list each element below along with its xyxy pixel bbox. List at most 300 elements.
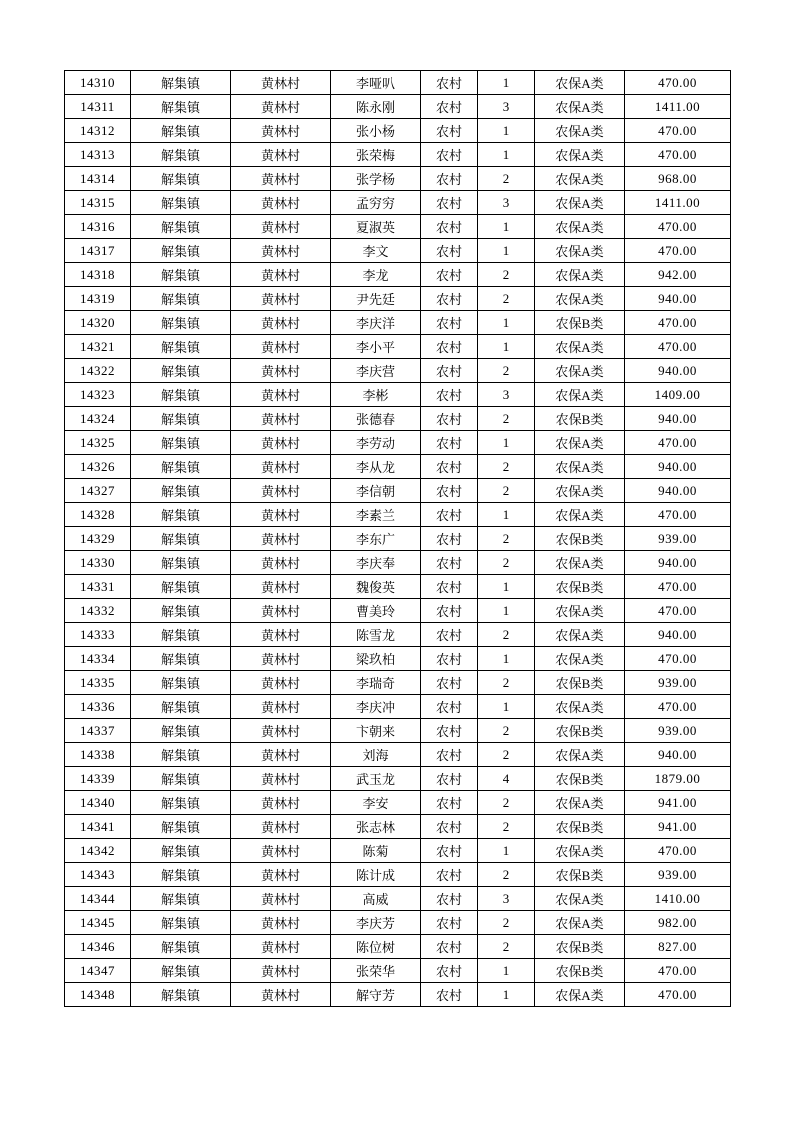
cell-id: 14321	[65, 335, 131, 359]
cell-village: 黄林村	[231, 263, 331, 287]
table-row	[65, 455, 731, 479]
cell-town: 解集镇	[131, 671, 231, 695]
cell-category: 农保A类	[535, 623, 625, 647]
table-row	[65, 431, 731, 455]
cell-village: 黄林村	[231, 287, 331, 311]
cell-town: 解集镇	[131, 647, 231, 671]
cell-name: 李素兰	[331, 503, 421, 527]
cell-type: 农村	[421, 359, 478, 383]
cell-id: 14325	[65, 431, 131, 455]
table-row	[65, 239, 731, 263]
cell-amount: 939.00	[625, 863, 731, 887]
table-row	[65, 959, 731, 983]
cell-category: 农保A类	[535, 383, 625, 407]
cell-amount: 470.00	[625, 959, 731, 983]
cell-count: 2	[478, 551, 535, 575]
cell-category: 农保A类	[535, 743, 625, 767]
cell-village: 黄林村	[231, 71, 331, 95]
cell-village: 黄林村	[231, 455, 331, 479]
cell-amount: 1411.00	[625, 191, 731, 215]
cell-town: 解集镇	[131, 167, 231, 191]
cell-count: 2	[478, 287, 535, 311]
cell-amount: 470.00	[625, 431, 731, 455]
cell-count: 2	[478, 167, 535, 191]
cell-name: 李文	[331, 239, 421, 263]
cell-town: 解集镇	[131, 287, 231, 311]
cell-count: 1	[478, 503, 535, 527]
cell-name: 李庆芳	[331, 911, 421, 935]
cell-name: 高威	[331, 887, 421, 911]
cell-town: 解集镇	[131, 695, 231, 719]
cell-name: 李劳动	[331, 431, 421, 455]
cell-town: 解集镇	[131, 503, 231, 527]
cell-count: 3	[478, 95, 535, 119]
cell-name: 曹美玲	[331, 599, 421, 623]
cell-village: 黄林村	[231, 191, 331, 215]
cell-id: 14320	[65, 311, 131, 335]
cell-count: 3	[478, 191, 535, 215]
cell-category: 农保B类	[535, 767, 625, 791]
cell-amount: 940.00	[625, 359, 731, 383]
cell-amount: 470.00	[625, 695, 731, 719]
cell-id: 14343	[65, 863, 131, 887]
cell-name: 陈永刚	[331, 95, 421, 119]
cell-count: 1	[478, 575, 535, 599]
cell-amount: 940.00	[625, 287, 731, 311]
cell-town: 解集镇	[131, 311, 231, 335]
cell-village: 黄林村	[231, 575, 331, 599]
cell-type: 农村	[421, 71, 478, 95]
cell-name: 解守芳	[331, 983, 421, 1007]
cell-count: 2	[478, 743, 535, 767]
cell-id: 14310	[65, 71, 131, 95]
cell-amount: 470.00	[625, 119, 731, 143]
cell-category: 农保A类	[535, 911, 625, 935]
cell-category: 农保B类	[535, 527, 625, 551]
table-row	[65, 551, 731, 575]
cell-village: 黄林村	[231, 239, 331, 263]
table-row	[65, 839, 731, 863]
cell-town: 解集镇	[131, 431, 231, 455]
cell-name: 李庆洋	[331, 311, 421, 335]
cell-village: 黄林村	[231, 551, 331, 575]
table-row	[65, 167, 731, 191]
cell-amount: 1409.00	[625, 383, 731, 407]
cell-name: 张小杨	[331, 119, 421, 143]
cell-count: 1	[478, 983, 535, 1007]
cell-town: 解集镇	[131, 791, 231, 815]
cell-type: 农村	[421, 719, 478, 743]
cell-name: 陈位树	[331, 935, 421, 959]
cell-town: 解集镇	[131, 575, 231, 599]
cell-town: 解集镇	[131, 551, 231, 575]
cell-count: 2	[478, 455, 535, 479]
cell-count: 2	[478, 791, 535, 815]
cell-category: 农保B类	[535, 815, 625, 839]
cell-id: 14323	[65, 383, 131, 407]
cell-amount: 940.00	[625, 455, 731, 479]
cell-type: 农村	[421, 239, 478, 263]
cell-count: 2	[478, 671, 535, 695]
cell-id: 14335	[65, 671, 131, 695]
cell-id: 14331	[65, 575, 131, 599]
cell-name: 武玉龙	[331, 767, 421, 791]
cell-type: 农村	[421, 383, 478, 407]
cell-amount: 470.00	[625, 503, 731, 527]
cell-amount: 470.00	[625, 143, 731, 167]
table-row	[65, 263, 731, 287]
cell-town: 解集镇	[131, 407, 231, 431]
table-row	[65, 95, 731, 119]
cell-category: 农保B类	[535, 407, 625, 431]
cell-category: 农保A类	[535, 887, 625, 911]
cell-category: 农保A类	[535, 695, 625, 719]
cell-category: 农保B类	[535, 935, 625, 959]
cell-village: 黄林村	[231, 143, 331, 167]
cell-type: 农村	[421, 863, 478, 887]
cell-type: 农村	[421, 695, 478, 719]
cell-name: 张学杨	[331, 167, 421, 191]
cell-town: 解集镇	[131, 263, 231, 287]
cell-town: 解集镇	[131, 887, 231, 911]
table-row	[65, 191, 731, 215]
table-row	[65, 287, 731, 311]
cell-id: 14332	[65, 599, 131, 623]
cell-name: 李小平	[331, 335, 421, 359]
cell-town: 解集镇	[131, 479, 231, 503]
cell-amount: 940.00	[625, 623, 731, 647]
cell-id: 14319	[65, 287, 131, 311]
cell-type: 农村	[421, 767, 478, 791]
cell-type: 农村	[421, 839, 478, 863]
cell-village: 黄林村	[231, 863, 331, 887]
cell-type: 农村	[421, 335, 478, 359]
cell-count: 1	[478, 311, 535, 335]
cell-town: 解集镇	[131, 215, 231, 239]
cell-village: 黄林村	[231, 791, 331, 815]
cell-category: 农保A类	[535, 335, 625, 359]
cell-village: 黄林村	[231, 527, 331, 551]
table-row	[65, 911, 731, 935]
cell-count: 3	[478, 887, 535, 911]
cell-count: 1	[478, 335, 535, 359]
table-row	[65, 935, 731, 959]
cell-amount: 1411.00	[625, 95, 731, 119]
cell-village: 黄林村	[231, 767, 331, 791]
table-body	[65, 71, 731, 1007]
cell-name: 卞朝来	[331, 719, 421, 743]
cell-count: 1	[478, 647, 535, 671]
cell-town: 解集镇	[131, 383, 231, 407]
cell-amount: 982.00	[625, 911, 731, 935]
cell-type: 农村	[421, 167, 478, 191]
cell-amount: 939.00	[625, 671, 731, 695]
cell-type: 农村	[421, 431, 478, 455]
cell-id: 14336	[65, 695, 131, 719]
cell-category: 农保A类	[535, 215, 625, 239]
cell-category: 农保A类	[535, 119, 625, 143]
cell-name: 张志林	[331, 815, 421, 839]
cell-village: 黄林村	[231, 335, 331, 359]
cell-village: 黄林村	[231, 623, 331, 647]
cell-category: 农保B类	[535, 863, 625, 887]
cell-id: 14328	[65, 503, 131, 527]
cell-town: 解集镇	[131, 335, 231, 359]
cell-amount: 827.00	[625, 935, 731, 959]
cell-village: 黄林村	[231, 311, 331, 335]
table-row	[65, 407, 731, 431]
cell-type: 农村	[421, 815, 478, 839]
cell-amount: 940.00	[625, 743, 731, 767]
cell-id: 14334	[65, 647, 131, 671]
cell-id: 14326	[65, 455, 131, 479]
cell-amount: 470.00	[625, 647, 731, 671]
cell-town: 解集镇	[131, 911, 231, 935]
cell-village: 黄林村	[231, 983, 331, 1007]
cell-name: 陈计成	[331, 863, 421, 887]
cell-town: 解集镇	[131, 839, 231, 863]
cell-type: 农村	[421, 887, 478, 911]
cell-type: 农村	[421, 983, 478, 1007]
cell-village: 黄林村	[231, 935, 331, 959]
cell-id: 14313	[65, 143, 131, 167]
cell-category: 农保A类	[535, 143, 625, 167]
cell-name: 李彬	[331, 383, 421, 407]
cell-village: 黄林村	[231, 599, 331, 623]
cell-category: 农保A类	[535, 167, 625, 191]
cell-type: 农村	[421, 143, 478, 167]
cell-category: 农保B类	[535, 671, 625, 695]
cell-count: 1	[478, 599, 535, 623]
cell-village: 黄林村	[231, 95, 331, 119]
cell-type: 农村	[421, 959, 478, 983]
cell-category: 农保B类	[535, 719, 625, 743]
cell-name: 刘海	[331, 743, 421, 767]
cell-town: 解集镇	[131, 935, 231, 959]
cell-count: 1	[478, 239, 535, 263]
cell-village: 黄林村	[231, 431, 331, 455]
cell-name: 李哑叭	[331, 71, 421, 95]
table-row	[65, 887, 731, 911]
table-row	[65, 335, 731, 359]
cell-count: 2	[478, 407, 535, 431]
table-row	[65, 647, 731, 671]
cell-amount: 470.00	[625, 215, 731, 239]
cell-id: 14347	[65, 959, 131, 983]
cell-count: 1	[478, 71, 535, 95]
cell-amount: 1410.00	[625, 887, 731, 911]
cell-count: 1	[478, 959, 535, 983]
cell-id: 14311	[65, 95, 131, 119]
cell-category: 农保B类	[535, 959, 625, 983]
cell-name: 李信朝	[331, 479, 421, 503]
cell-town: 解集镇	[131, 623, 231, 647]
cell-category: 农保A类	[535, 479, 625, 503]
cell-village: 黄林村	[231, 839, 331, 863]
cell-village: 黄林村	[231, 647, 331, 671]
cell-amount: 940.00	[625, 551, 731, 575]
cell-count: 2	[478, 815, 535, 839]
table-row	[65, 383, 731, 407]
table-row	[65, 623, 731, 647]
cell-village: 黄林村	[231, 695, 331, 719]
cell-amount: 470.00	[625, 239, 731, 263]
cell-type: 农村	[421, 407, 478, 431]
cell-amount: 1879.00	[625, 767, 731, 791]
cell-count: 2	[478, 263, 535, 287]
cell-type: 农村	[421, 791, 478, 815]
cell-name: 李东广	[331, 527, 421, 551]
cell-town: 解集镇	[131, 863, 231, 887]
cell-name: 陈雪龙	[331, 623, 421, 647]
cell-village: 黄林村	[231, 479, 331, 503]
cell-type: 农村	[421, 551, 478, 575]
cell-town: 解集镇	[131, 815, 231, 839]
cell-name: 魏俊英	[331, 575, 421, 599]
cell-town: 解集镇	[131, 239, 231, 263]
cell-type: 农村	[421, 623, 478, 647]
cell-name: 李瑞奇	[331, 671, 421, 695]
cell-amount: 968.00	[625, 167, 731, 191]
cell-id: 14346	[65, 935, 131, 959]
cell-type: 农村	[421, 479, 478, 503]
table-row	[65, 359, 731, 383]
cell-category: 农保A类	[535, 983, 625, 1007]
cell-type: 农村	[421, 671, 478, 695]
cell-category: 农保A类	[535, 791, 625, 815]
cell-village: 黄林村	[231, 503, 331, 527]
table-row	[65, 983, 731, 1007]
cell-id: 14315	[65, 191, 131, 215]
table-row	[65, 71, 731, 95]
cell-amount: 940.00	[625, 479, 731, 503]
table-row	[65, 815, 731, 839]
cell-category: 农保A类	[535, 647, 625, 671]
table-row	[65, 527, 731, 551]
cell-count: 2	[478, 719, 535, 743]
cell-name: 孟穷穷	[331, 191, 421, 215]
cell-category: 农保B类	[535, 575, 625, 599]
cell-village: 黄林村	[231, 407, 331, 431]
cell-village: 黄林村	[231, 719, 331, 743]
cell-type: 农村	[421, 191, 478, 215]
cell-name: 张荣梅	[331, 143, 421, 167]
cell-town: 解集镇	[131, 95, 231, 119]
cell-category: 农保A类	[535, 551, 625, 575]
cell-village: 黄林村	[231, 167, 331, 191]
cell-category: 农保A类	[535, 95, 625, 119]
cell-amount: 470.00	[625, 983, 731, 1007]
subsidy-table	[64, 70, 731, 1007]
cell-amount: 939.00	[625, 719, 731, 743]
cell-type: 农村	[421, 215, 478, 239]
cell-amount: 942.00	[625, 263, 731, 287]
cell-id: 14330	[65, 551, 131, 575]
cell-town: 解集镇	[131, 143, 231, 167]
cell-id: 14314	[65, 167, 131, 191]
cell-type: 农村	[421, 527, 478, 551]
cell-amount: 470.00	[625, 311, 731, 335]
cell-name: 梁玖柏	[331, 647, 421, 671]
cell-type: 农村	[421, 575, 478, 599]
cell-town: 解集镇	[131, 959, 231, 983]
cell-id: 14318	[65, 263, 131, 287]
cell-id: 14322	[65, 359, 131, 383]
cell-type: 农村	[421, 911, 478, 935]
table-row	[65, 743, 731, 767]
cell-category: 农保A类	[535, 287, 625, 311]
cell-town: 解集镇	[131, 71, 231, 95]
cell-category: 农保A类	[535, 839, 625, 863]
cell-town: 解集镇	[131, 743, 231, 767]
cell-category: 农保B类	[535, 311, 625, 335]
cell-count: 1	[478, 215, 535, 239]
cell-town: 解集镇	[131, 719, 231, 743]
table-row	[65, 119, 731, 143]
cell-name: 李庆冲	[331, 695, 421, 719]
table-row	[65, 767, 731, 791]
table-row	[65, 503, 731, 527]
cell-name: 尹先廷	[331, 287, 421, 311]
cell-town: 解集镇	[131, 119, 231, 143]
cell-amount: 940.00	[625, 407, 731, 431]
cell-id: 14333	[65, 623, 131, 647]
cell-town: 解集镇	[131, 599, 231, 623]
cell-id: 14324	[65, 407, 131, 431]
cell-name: 张德春	[331, 407, 421, 431]
cell-name: 夏淑英	[331, 215, 421, 239]
cell-id: 14344	[65, 887, 131, 911]
cell-amount: 941.00	[625, 791, 731, 815]
cell-village: 黄林村	[231, 359, 331, 383]
cell-town: 解集镇	[131, 527, 231, 551]
cell-id: 14327	[65, 479, 131, 503]
cell-count: 2	[478, 359, 535, 383]
cell-count: 2	[478, 623, 535, 647]
cell-name: 李龙	[331, 263, 421, 287]
cell-village: 黄林村	[231, 119, 331, 143]
cell-town: 解集镇	[131, 455, 231, 479]
cell-type: 农村	[421, 119, 478, 143]
cell-count: 1	[478, 431, 535, 455]
cell-town: 解集镇	[131, 767, 231, 791]
table-row	[65, 863, 731, 887]
table-row	[65, 479, 731, 503]
cell-category: 农保A类	[535, 431, 625, 455]
cell-amount: 470.00	[625, 575, 731, 599]
cell-count: 2	[478, 935, 535, 959]
cell-name: 陈菊	[331, 839, 421, 863]
cell-name: 李庆营	[331, 359, 421, 383]
table-row	[65, 671, 731, 695]
cell-village: 黄林村	[231, 815, 331, 839]
cell-id: 14338	[65, 743, 131, 767]
cell-category: 农保A类	[535, 191, 625, 215]
cell-name: 李庆奉	[331, 551, 421, 575]
table-row	[65, 719, 731, 743]
cell-type: 农村	[421, 599, 478, 623]
cell-category: 农保A类	[535, 359, 625, 383]
cell-village: 黄林村	[231, 671, 331, 695]
cell-count: 2	[478, 863, 535, 887]
cell-id: 14340	[65, 791, 131, 815]
cell-count: 1	[478, 839, 535, 863]
cell-id: 14337	[65, 719, 131, 743]
cell-type: 农村	[421, 503, 478, 527]
table-row	[65, 215, 731, 239]
table-row	[65, 599, 731, 623]
cell-id: 14342	[65, 839, 131, 863]
